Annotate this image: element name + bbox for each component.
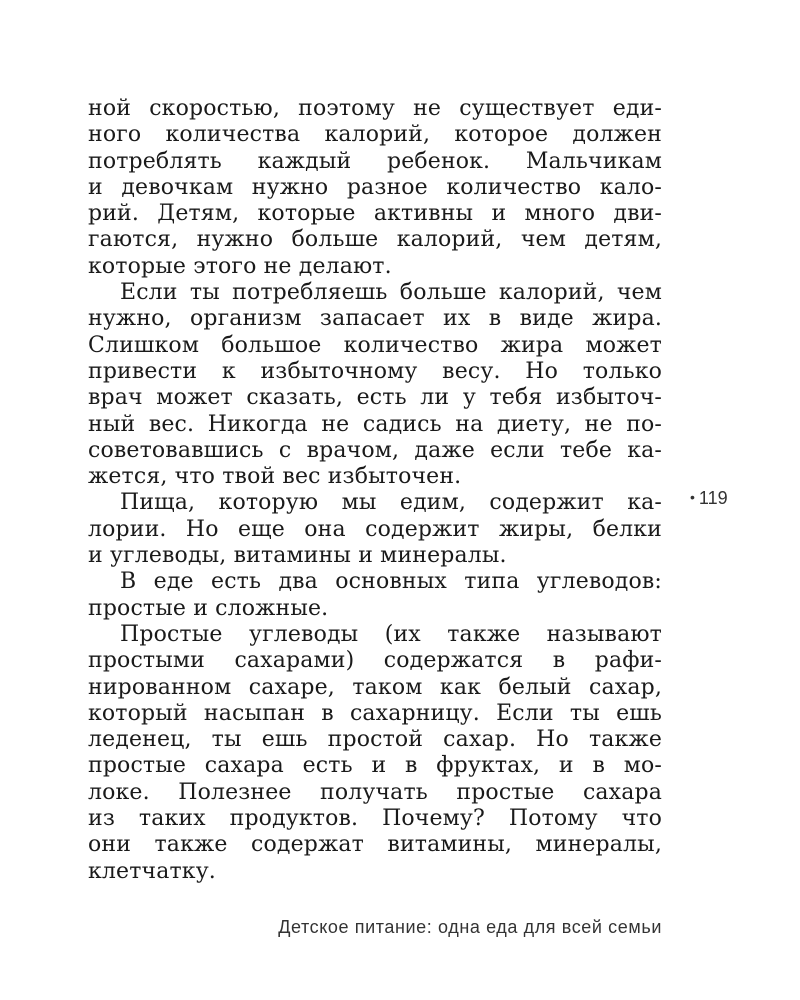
text-line: простыми сахарами) содержатся в рафи-	[88, 648, 662, 674]
text-line: леденец, ты ешь простой сахар. Но также	[88, 727, 662, 753]
text-line: и углеводы, витамины и минералы.	[88, 543, 507, 569]
text-line: они также содержат витамины, минералы,	[88, 832, 662, 858]
page-number-bullet: •	[690, 489, 695, 505]
text-line: Простые углеводы (их также называют	[120, 621, 662, 647]
paragraph-excess-calories	[88, 280, 662, 490]
text-line: потреблять каждый ребенок. Мальчикам	[88, 148, 662, 174]
text-line: гаются, нужно больше калорий, чем детям,	[88, 227, 662, 253]
paragraph-food-content	[88, 490, 662, 569]
text-line: которые этого не делают.	[88, 253, 392, 279]
text-line: который насыпан в сахарницу. Если ты ешь	[88, 700, 662, 726]
text-line: простые сахара есть и в фруктах, и в мо-	[88, 753, 662, 779]
text-line: из таких продуктов. Почему? Потому что	[88, 806, 662, 832]
text-line: Пища, которую мы едим, содержит ка-	[120, 490, 662, 516]
text-line: клетчатку.	[88, 858, 216, 884]
page-number-value: 119	[698, 488, 728, 508]
body-text	[88, 96, 662, 885]
text-line: Если ты потребляешь больше калорий, чем	[120, 280, 662, 306]
text-line: и девочкам нужно разное количество кало-	[88, 174, 662, 200]
text-line: рий. Детям, которые активны и много дви-	[88, 201, 662, 227]
text-line: Слишком большое количество жира может	[88, 332, 662, 358]
page-number	[690, 488, 728, 509]
text-line: простые и сложные.	[88, 595, 329, 621]
text-line: ной скоростью, поэтому не существует еди-	[88, 96, 662, 121]
text-line: привести к избыточному весу. Но только	[88, 358, 662, 384]
text-line: нужно, организм запасает их в виде жира.	[88, 306, 662, 332]
text-line: локе. Полезнее получать простые сахара	[88, 779, 662, 805]
text-line: жется, что твой вес избыточен.	[88, 464, 462, 490]
text-line: советовавшись с врачом, даже если тебе ка-	[88, 437, 662, 463]
text-line: ный вес. Никогда не садись на диету, не по-	[88, 411, 662, 437]
paragraph-simple-carbs	[88, 622, 662, 885]
text-line: В еде есть два основных типа углеводов:	[120, 569, 662, 595]
paragraph-carb-types	[88, 569, 662, 622]
running-footer: Детское питание: одна еда для всей семьи	[278, 917, 662, 937]
paragraph-calorie-needs	[88, 96, 662, 280]
text-line: лории. Но еще она содержит жиры, белки	[88, 516, 662, 542]
text-line: ного количества калорий, которое должен	[88, 122, 662, 148]
text-line: нированном сахаре, таком как белый сахар,	[88, 674, 662, 700]
text-line: врач может сказать, есть ли у тебя избыточ-	[88, 385, 662, 411]
